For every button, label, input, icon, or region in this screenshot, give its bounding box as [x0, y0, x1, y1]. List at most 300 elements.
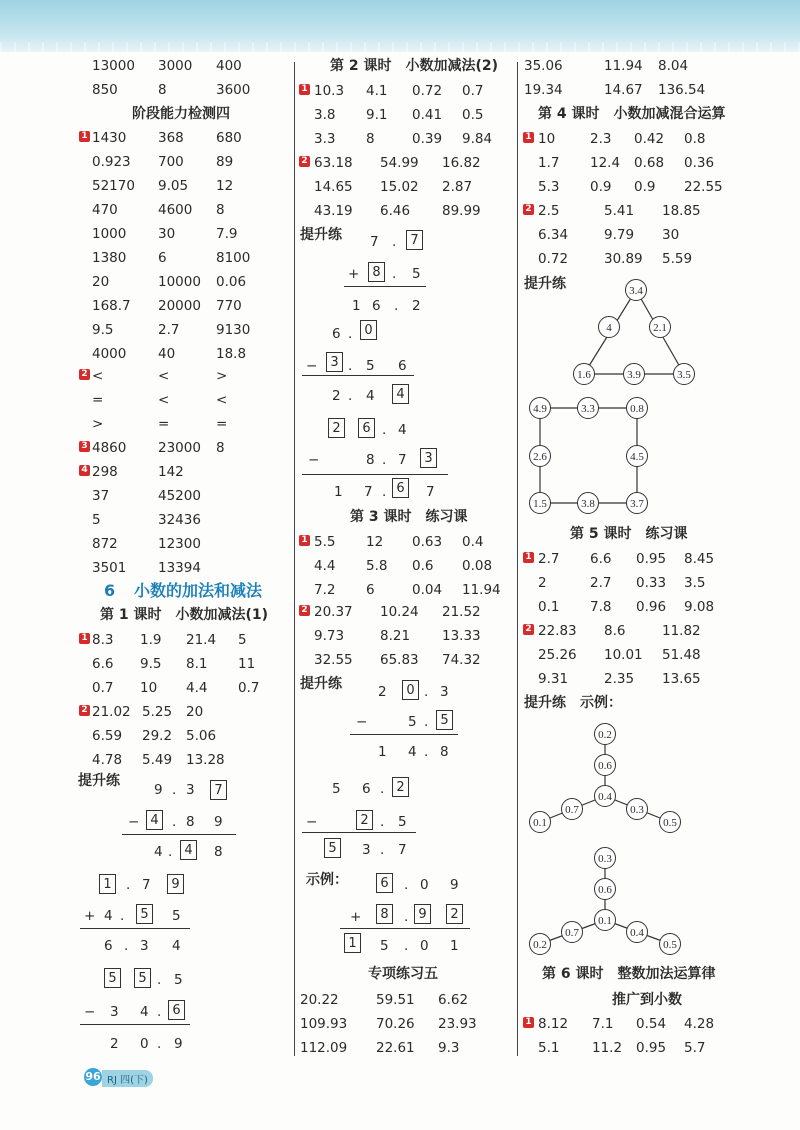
- cell: 680: [216, 130, 242, 146]
- cell: 2: [538, 575, 547, 591]
- tisheng-label: 提升练: [300, 676, 342, 692]
- answer-box: 6: [376, 873, 393, 893]
- cell: 14.65: [314, 179, 353, 195]
- cell: 6: [158, 250, 167, 266]
- lesson-title: 第 4 课时 小数加减混合运算: [538, 106, 726, 122]
- cell: 0.06: [216, 274, 247, 290]
- digit: 2: [332, 388, 341, 404]
- cell: 18.85: [662, 203, 701, 219]
- digit: 5: [398, 814, 407, 830]
- cell: 872: [92, 536, 118, 552]
- digit: .: [348, 388, 353, 404]
- digit: 3: [186, 782, 195, 798]
- answer-box: 9: [414, 904, 431, 924]
- cell: 5: [92, 512, 101, 528]
- cell: 0.36: [684, 155, 715, 171]
- cell: 14.67: [604, 82, 643, 98]
- cell: 1.7: [538, 155, 560, 171]
- node: 0.5: [659, 933, 681, 955]
- cell: 8100: [216, 250, 251, 266]
- digit: 4: [408, 744, 417, 760]
- cell: 168.7: [92, 298, 131, 314]
- cell: 59.51: [376, 992, 415, 1008]
- question-marker: 1: [523, 132, 534, 143]
- cell: 9130: [216, 322, 251, 338]
- cell: 0.5: [462, 107, 484, 123]
- tisheng-example-label: 提升练 示例：: [524, 695, 622, 711]
- cell: 0.7: [238, 680, 260, 696]
- node: 0.6: [594, 754, 616, 776]
- answer-box: 0: [360, 320, 377, 340]
- cell: 12.4: [590, 155, 621, 171]
- digit: 8: [186, 814, 195, 830]
- node: 3.3: [577, 397, 599, 419]
- cell: 19.34: [524, 82, 563, 98]
- cell: 13.65: [662, 671, 701, 687]
- cell: 52170: [92, 178, 135, 194]
- digit: .: [424, 714, 429, 730]
- digit: .: [348, 358, 353, 374]
- cell: 2.87: [442, 179, 473, 195]
- cell: 4.4: [186, 680, 208, 696]
- cell: 5.06: [186, 728, 217, 744]
- cell: 7.2: [314, 582, 336, 598]
- answer-box: 5: [436, 710, 453, 730]
- cell: 22.83: [538, 623, 577, 639]
- cell: 9.5: [140, 656, 162, 672]
- digit: 0: [420, 938, 429, 954]
- digit: 6: [372, 298, 381, 314]
- cell: 6.6: [590, 551, 612, 567]
- digit: 4: [398, 422, 407, 438]
- node: 0.4: [594, 785, 616, 807]
- digit: 7: [398, 842, 407, 858]
- question-marker: 2: [299, 156, 310, 167]
- cell: 7.1: [592, 1016, 614, 1032]
- cell: 8: [216, 202, 225, 218]
- cell: 0.6: [412, 558, 434, 574]
- cell: =: [158, 416, 170, 432]
- answer-box: 7: [406, 230, 423, 250]
- tisheng-label: 提升练: [524, 276, 566, 292]
- cell: 10: [140, 680, 158, 696]
- cell: 5.25: [142, 704, 173, 720]
- cell: 1380: [92, 250, 127, 266]
- node: 4: [598, 316, 620, 338]
- answer-box: 3: [420, 448, 437, 468]
- cell: 21.52: [442, 604, 481, 620]
- cell: 4.4: [314, 558, 336, 574]
- digit: .: [172, 782, 177, 798]
- question-marker: 2: [299, 605, 310, 616]
- cell: 25.26: [538, 647, 577, 663]
- cell: 13394: [158, 560, 201, 576]
- cell: 21.02: [92, 704, 131, 720]
- digit: .: [424, 684, 429, 700]
- cell: 5.1: [538, 1040, 560, 1056]
- node: 0.3: [594, 847, 616, 869]
- cell: 0.1: [538, 599, 560, 615]
- digit: 3: [440, 684, 449, 700]
- cell: 2.35: [604, 671, 635, 687]
- cell: 37: [92, 488, 110, 504]
- node: 4.9: [529, 397, 551, 419]
- digit: 0: [420, 877, 429, 893]
- cell: 8.21: [380, 628, 411, 644]
- cell: 8: [158, 82, 167, 98]
- cell: 32436: [158, 512, 201, 528]
- cell: 9.31: [538, 671, 569, 687]
- cell: 0.72: [538, 251, 569, 267]
- cell: 0.7: [462, 83, 484, 99]
- cell: 1.9: [140, 632, 162, 648]
- digit: 5: [174, 972, 183, 988]
- cell: 9.1: [366, 107, 388, 123]
- cell: 3.5: [684, 575, 706, 591]
- operator: +: [84, 908, 96, 924]
- digit: .: [157, 972, 162, 988]
- operator: −: [306, 358, 318, 374]
- digit: 0: [140, 1036, 149, 1052]
- cell: 8.6: [604, 623, 626, 639]
- answer-box: 3: [326, 352, 343, 372]
- cell: 32.55: [314, 652, 353, 668]
- cell: 6.46: [380, 203, 411, 219]
- cell: 11: [238, 656, 256, 672]
- operator: +: [348, 266, 360, 282]
- digit: 4: [172, 938, 181, 954]
- digit: .: [382, 422, 387, 438]
- cell: 6.34: [538, 227, 569, 243]
- cell: 9.08: [684, 599, 715, 615]
- answer-box: 5: [104, 968, 121, 988]
- cell: 8.45: [684, 551, 715, 567]
- digit: .: [424, 744, 429, 760]
- digit: .: [392, 234, 397, 250]
- cell: 10.3: [314, 83, 345, 99]
- cell: 20.37: [314, 604, 353, 620]
- node: 3.9: [623, 363, 645, 385]
- cell: 142: [158, 464, 184, 480]
- lesson-title: 第 5 课时 练习课: [570, 526, 688, 542]
- question-marker: 1: [79, 633, 90, 644]
- operator: −: [356, 714, 368, 730]
- lesson-subtitle: 推广到小数: [612, 992, 682, 1008]
- answer-box: 4: [146, 810, 163, 830]
- cell: 0.923: [92, 154, 131, 170]
- cell: 0.9: [634, 179, 656, 195]
- cell: 20: [186, 704, 204, 720]
- cell: 3.8: [314, 107, 336, 123]
- digit: 9: [214, 814, 223, 830]
- node: 4.5: [626, 445, 648, 467]
- cell: 12300: [158, 536, 201, 552]
- cell: <: [216, 392, 228, 408]
- cell: 30: [662, 227, 680, 243]
- cell: 9.79: [604, 227, 635, 243]
- cell: 10.24: [380, 604, 419, 620]
- cell: 8.04: [658, 58, 689, 74]
- cell: 5.59: [662, 251, 693, 267]
- cell: 1000: [92, 226, 127, 242]
- cell: 23.93: [438, 1016, 477, 1032]
- digit: 2: [378, 684, 387, 700]
- digit: 4: [104, 908, 113, 924]
- node: 0.2: [529, 933, 551, 955]
- cell: 30: [158, 226, 176, 242]
- cell: 3600: [216, 82, 251, 98]
- digit: .: [380, 781, 385, 797]
- cell: 2.3: [590, 131, 612, 147]
- digit: 1: [334, 484, 343, 500]
- answer-box: 2: [356, 810, 373, 830]
- cell: 22.61: [376, 1040, 415, 1056]
- cell: 0.04: [412, 582, 443, 598]
- digit: 4: [154, 844, 163, 860]
- digit: .: [126, 877, 131, 893]
- cell: 12: [216, 178, 234, 194]
- cell: 12: [366, 534, 384, 550]
- cell: 0.63: [412, 534, 443, 550]
- answer-box: 5: [136, 904, 153, 924]
- cell: 20000: [158, 298, 201, 314]
- cell: 4.28: [684, 1016, 715, 1032]
- cell: 109.93: [300, 1016, 348, 1032]
- cell: 770: [216, 298, 242, 314]
- cell: 5: [238, 632, 247, 648]
- cell: 22.55: [684, 179, 723, 195]
- cell: 11.2: [592, 1040, 623, 1056]
- cell: =: [92, 392, 104, 408]
- node: 3.5: [673, 363, 695, 385]
- question-marker: 1: [523, 552, 534, 563]
- cell: 7.8: [590, 599, 612, 615]
- cell: 35.06: [524, 58, 563, 74]
- digit: 4: [366, 388, 375, 404]
- cell: 40: [158, 346, 176, 362]
- digit: 7: [370, 234, 379, 250]
- cell: 0.39: [412, 131, 443, 147]
- node: 3.7: [626, 492, 648, 514]
- cell: 18.8: [216, 346, 247, 362]
- cell: 1430: [92, 130, 127, 146]
- cell: <: [158, 392, 170, 408]
- node: 0.6: [594, 878, 616, 900]
- node: 1.6: [573, 363, 595, 385]
- cell: 0.54: [636, 1016, 667, 1032]
- digit: .: [157, 1036, 162, 1052]
- digit: .: [348, 326, 353, 342]
- cell: 368: [158, 130, 184, 146]
- digit: 8: [440, 744, 449, 760]
- cell: 9.73: [314, 628, 345, 644]
- cell: 8: [366, 131, 375, 147]
- answer-box: 1: [344, 933, 361, 953]
- cell: 10.01: [604, 647, 643, 663]
- example-label: 示例：: [306, 872, 348, 888]
- operator: −: [308, 452, 320, 468]
- node: 0.7: [561, 921, 583, 943]
- cell: 70.26: [376, 1016, 415, 1032]
- answer-box: 0: [402, 680, 419, 700]
- digit: 1: [378, 744, 387, 760]
- answer-box: 7: [210, 780, 227, 800]
- answer-box: 9: [167, 874, 184, 894]
- digit: 2: [412, 298, 421, 314]
- node: 0.3: [626, 798, 648, 820]
- answer-box: 5: [134, 968, 151, 988]
- cell: 0.95: [636, 1040, 667, 1056]
- cell: 15.02: [380, 179, 419, 195]
- answer-box: 8: [376, 904, 393, 924]
- cell: 400: [216, 58, 242, 74]
- cell: 5.7: [684, 1040, 706, 1056]
- cell: 6.6: [92, 656, 114, 672]
- cell: 74.32: [442, 652, 481, 668]
- lesson-title: 第 3 课时 练习课: [350, 509, 468, 525]
- tisheng-label: 提升练: [78, 773, 120, 789]
- tisheng-label: 提升练: [300, 227, 342, 243]
- cell: 0.41: [412, 107, 443, 123]
- question-marker: 3: [79, 441, 90, 452]
- digit: 2: [110, 1036, 119, 1052]
- digit: 5: [366, 358, 375, 374]
- cell: 65.83: [380, 652, 419, 668]
- digit: .: [404, 877, 409, 893]
- cell: 3501: [92, 560, 127, 576]
- node: 0.5: [659, 811, 681, 833]
- digit: 9: [174, 1036, 183, 1052]
- unit-number: 6: [104, 581, 116, 600]
- question-marker: 1: [299, 84, 310, 95]
- digit: 5: [380, 938, 389, 954]
- cell: 54.99: [380, 155, 419, 171]
- operator: −: [84, 1004, 96, 1020]
- answer-box: 6: [392, 478, 409, 498]
- operator: +: [350, 909, 362, 925]
- cell: <: [92, 368, 104, 384]
- cell: 5.3: [538, 179, 560, 195]
- digit: 7: [142, 877, 151, 893]
- cell: 9.05: [158, 178, 189, 194]
- cell: 6.62: [438, 992, 469, 1008]
- operator: −: [128, 814, 140, 830]
- operator: −: [306, 814, 318, 830]
- node: 0.4: [626, 921, 648, 943]
- cell: 4600: [158, 202, 193, 218]
- cell: 5.49: [142, 752, 173, 768]
- cell: 3.3: [314, 131, 336, 147]
- lesson-title: 第 2 课时 小数加减法(2): [330, 58, 499, 74]
- cell: 4000: [92, 346, 127, 362]
- cell: 6.59: [92, 728, 123, 744]
- question-marker: 2: [523, 624, 534, 635]
- cell: 11.82: [662, 623, 701, 639]
- cell: 13.33: [442, 628, 481, 644]
- digit: 3: [140, 938, 149, 954]
- node: 0.8: [626, 397, 648, 419]
- digit: 3: [110, 1004, 119, 1020]
- digit: .: [124, 938, 129, 954]
- cell: 9.84: [462, 131, 493, 147]
- cell: 13.28: [186, 752, 225, 768]
- cell: 3000: [158, 58, 193, 74]
- digit: .: [168, 844, 173, 860]
- answer-box: 2: [328, 418, 345, 438]
- cell: <: [158, 368, 170, 384]
- cell: 2.7: [538, 551, 560, 567]
- digit: .: [394, 298, 399, 314]
- node: 0.1: [594, 909, 616, 931]
- cell: 9.5: [92, 322, 114, 338]
- cell: >: [92, 416, 104, 432]
- cell: 4.78: [92, 752, 123, 768]
- digit: .: [382, 452, 387, 468]
- cell: 21.4: [186, 632, 217, 648]
- digit: 5: [412, 266, 421, 282]
- cell: 5.8: [366, 558, 388, 574]
- cell: 2.7: [590, 575, 612, 591]
- question-marker: 1: [79, 131, 90, 142]
- cell: 5.41: [604, 203, 635, 219]
- digit: .: [157, 1004, 162, 1020]
- digit: 8: [214, 844, 223, 860]
- digit: 1: [450, 938, 459, 954]
- digit: 7: [398, 452, 407, 468]
- answer-box: 6: [168, 1000, 185, 1020]
- digit: .: [380, 842, 385, 858]
- cell: 6: [366, 582, 375, 598]
- cell: 11.94: [462, 582, 501, 598]
- cell: 2.5: [538, 203, 560, 219]
- answer-box: 6: [358, 418, 375, 438]
- node: 0.2: [594, 723, 616, 745]
- digit: .: [404, 909, 409, 925]
- question-marker: 2: [523, 204, 534, 215]
- node: 3.4: [625, 279, 647, 301]
- cell: 89: [216, 154, 234, 170]
- cell: 23000: [158, 440, 201, 456]
- cell: 30.89: [604, 251, 643, 267]
- digit: .: [404, 938, 409, 954]
- cell: 8.3: [92, 632, 114, 648]
- cell: 0.96: [636, 599, 667, 615]
- answer-box: 2: [392, 777, 409, 797]
- cell: =: [216, 416, 228, 432]
- cell: 850: [92, 82, 118, 98]
- cell: 20: [92, 274, 110, 290]
- cell: 11.94: [604, 58, 643, 74]
- cell: 0.4: [462, 534, 484, 550]
- cell: 5.5: [314, 534, 336, 550]
- digit: .: [120, 908, 125, 924]
- cell: 29.2: [142, 728, 173, 744]
- digit: 9: [450, 877, 459, 893]
- digit: 7: [364, 484, 373, 500]
- cell: 4860: [92, 440, 127, 456]
- cell: 9.3: [438, 1040, 460, 1056]
- lesson-title: 第 6 课时 整数加法运算律: [542, 966, 716, 982]
- answer-box: 4: [392, 384, 409, 404]
- section-title: 阶段能力检测四: [132, 106, 230, 122]
- question-marker: 2: [79, 369, 90, 380]
- digit: 6: [362, 781, 371, 797]
- digit: 4: [140, 1004, 149, 1020]
- cell: 470: [92, 202, 118, 218]
- digit: 6: [104, 938, 113, 954]
- section-title: 专项练习五: [368, 966, 438, 982]
- node: 2.6: [529, 445, 551, 467]
